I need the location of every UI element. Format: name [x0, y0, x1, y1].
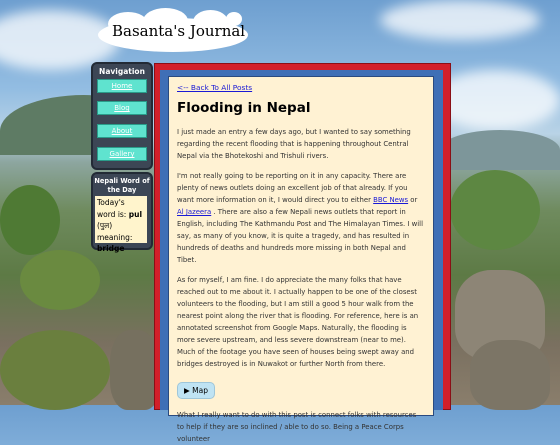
- nav-item-home[interactable]: Home: [97, 79, 147, 93]
- site-title-cloud: [98, 12, 248, 54]
- word-intro: Today's word is:: [97, 198, 127, 219]
- word-of-the-day-heading: Nepali Word of the Day: [94, 177, 150, 194]
- post-content: [168, 76, 434, 443]
- post-paragraph-2: [177, 170, 425, 266]
- map-toggle-button[interactable]: ▶ Map: [177, 382, 215, 399]
- meaning-value: bridge: [97, 244, 125, 253]
- word-of-the-day-content: [95, 196, 147, 253]
- al-jazeera-link[interactable]: Al Jazeera: [177, 208, 212, 216]
- paragraph-2-intro: I'm not really going to be reporting on it in any capacity. There are plenty of news outlets doing an excellent job of that already. If you want more information on it, I would direct you to either: [177, 172, 408, 204]
- post-paragraph-3: As for myself, I am fine. I do appreciate the many folks that have reached out to me about it. I actually happen to be one of the closest volunteers to the flooding, but I am still a good 5 hour walk from the nearest point along the river that is flooding. For reference, here is an annotated screenshot from Google Maps. Naturally, the flooding is more severe upstream, and less severe downstream (near to me). Much of the footage you have seen of houses being swept away and bridges destroyed is in Nuwakot or further North from there.: [177, 276, 419, 368]
- navigation-panel: [91, 62, 153, 170]
- nav-item-about[interactable]: About: [97, 124, 147, 138]
- bbc-news-link[interactable]: BBC News: [373, 196, 409, 204]
- meaning-label: meaning:: [97, 232, 133, 242]
- post-title: Flooding in Nepal: [177, 100, 311, 116]
- navigation-heading: Navigation: [99, 67, 145, 76]
- post-paragraph-1: I just made an entry a few days ago, but I wanted to say something regarding the recent flooding that is happening throughout Central Nepal via the Bhotekoshi and Trishuli rivers.: [177, 128, 411, 160]
- nav-item-blog[interactable]: Blog: [97, 101, 147, 115]
- paragraph-2-or: or: [408, 196, 418, 204]
- word-native: (पुल): [97, 221, 113, 230]
- paragraph-2-rest: . There are also a few Nepali news outlets that report in English, including The Kathmandu Post and The Himalayan Times. I will say, as many of you know, it is quite a tragedy, and has resulted in hundreds of deaths and hundreds more missing in both Nepal and Tibet.: [177, 208, 423, 264]
- post-paragraph-4: What I really want to do with this post is connect folks with resources to help if they are so inclined / able to do so. Being a Peace Corps volunteer: [177, 411, 417, 443]
- word-value: pul: [128, 209, 143, 219]
- nav-item-gallery[interactable]: Gallery: [97, 147, 147, 161]
- back-to-posts-link[interactable]: <-- Back To All Posts: [177, 83, 253, 92]
- site-title: Basanta's Journal: [112, 22, 246, 40]
- word-of-the-day-panel: [91, 172, 153, 253]
